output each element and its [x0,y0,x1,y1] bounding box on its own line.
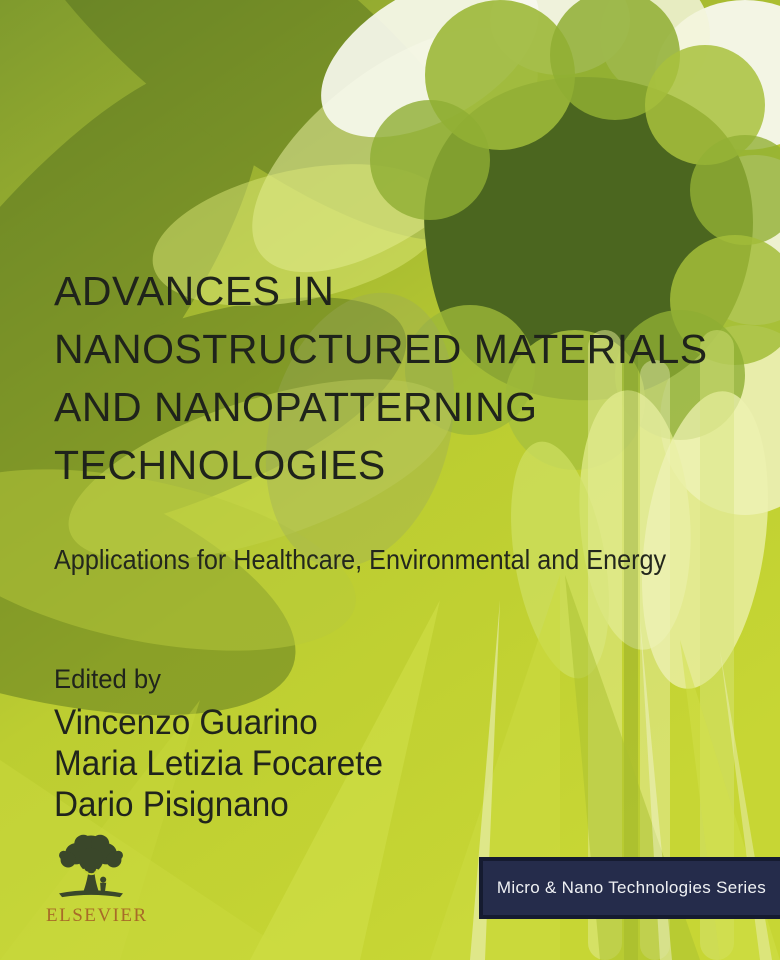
series-badge [479,857,780,919]
book-title-line-4: TECHNOLOGIES [54,442,386,488]
publisher-wordmark: ELSEVIER [46,905,148,926]
book-subtitle: Applications for Healthcare, Environmental and Energy [54,544,667,575]
editor-name: Dario Pisignano [54,785,289,824]
editors-block [54,662,383,825]
book-title [54,262,708,494]
book-title-line-1: ADVANCES IN [54,268,335,314]
book-title-line-2: NANOSTRUCTURED MATERIALS [54,326,708,372]
edited-by-label: Edited by [54,664,161,694]
book-title-line-3: AND NANOPATTERNING [54,384,538,430]
editor-name: Maria Letizia Focarete [54,744,383,783]
series-badge-label: Micro & Nano Technologies Series [496,878,767,897]
publisher-logo [46,834,156,927]
editor-name: Vincenzo Guarino [54,703,318,742]
elsevier-tree-icon [50,834,132,904]
